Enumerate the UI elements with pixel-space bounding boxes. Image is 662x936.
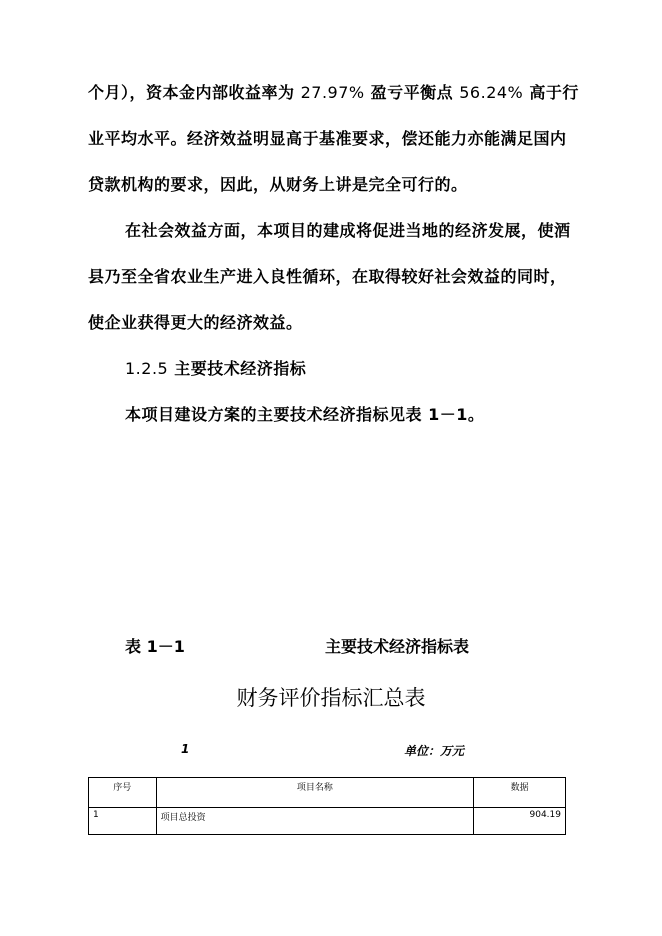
irr-value: 27.97% <box>300 83 365 102</box>
paragraph-line-1 <box>88 80 579 103</box>
table-caption-label: 表 1－1 <box>125 637 185 656</box>
paragraph-line-4: 在社会效益方面，本项目的建成将促进当地的经济发展，使酒 <box>125 221 571 240</box>
financial-summary-table <box>88 777 566 835</box>
table-unit: 单位：万元 <box>404 744 465 758</box>
header-item-name: 项目名称 <box>156 778 474 808</box>
table-row <box>89 808 566 835</box>
paragraph-line-2: 业平均水平。经济效益明显高于基准要求，偿还能力亦能满足国内 <box>88 129 567 148</box>
table-header-row <box>89 778 566 808</box>
row-value: 904.19 <box>474 808 566 835</box>
paragraph-line-5: 县乃至全省农业生产进入良性循环，在取得较好社会效益的同时， <box>88 267 567 286</box>
text-segment: 盈亏平衡点 <box>364 83 460 102</box>
table-meta-number: 1 <box>181 742 190 756</box>
section-title: 主要技术经济指标 <box>168 359 307 378</box>
breakeven-value: 56.24% <box>459 83 524 102</box>
paragraph-line-3: 贷款机构的要求，因此，从财务上讲是完全可行的。 <box>88 175 468 194</box>
paragraph-line-8: 本项目建设方案的主要技术经济指标见表 1－1。 <box>125 405 485 424</box>
table-title: 财务评价指标汇总表 <box>236 686 426 710</box>
row-index: 1 <box>89 808 157 835</box>
text-segment: 高于行 <box>523 83 579 102</box>
section-heading <box>125 356 306 379</box>
header-value: 数据 <box>474 778 566 808</box>
table-caption-title: 主要技术经济指标表 <box>325 637 470 656</box>
paragraph-line-6: 使企业获得更大的经济效益。 <box>88 313 303 332</box>
section-number: 1.2.5 <box>125 359 169 378</box>
header-index: 序号 <box>89 778 157 808</box>
text-segment: 个月），资本金内部收益率为 <box>88 83 301 102</box>
row-item-name: 项目总投资 <box>156 808 474 835</box>
